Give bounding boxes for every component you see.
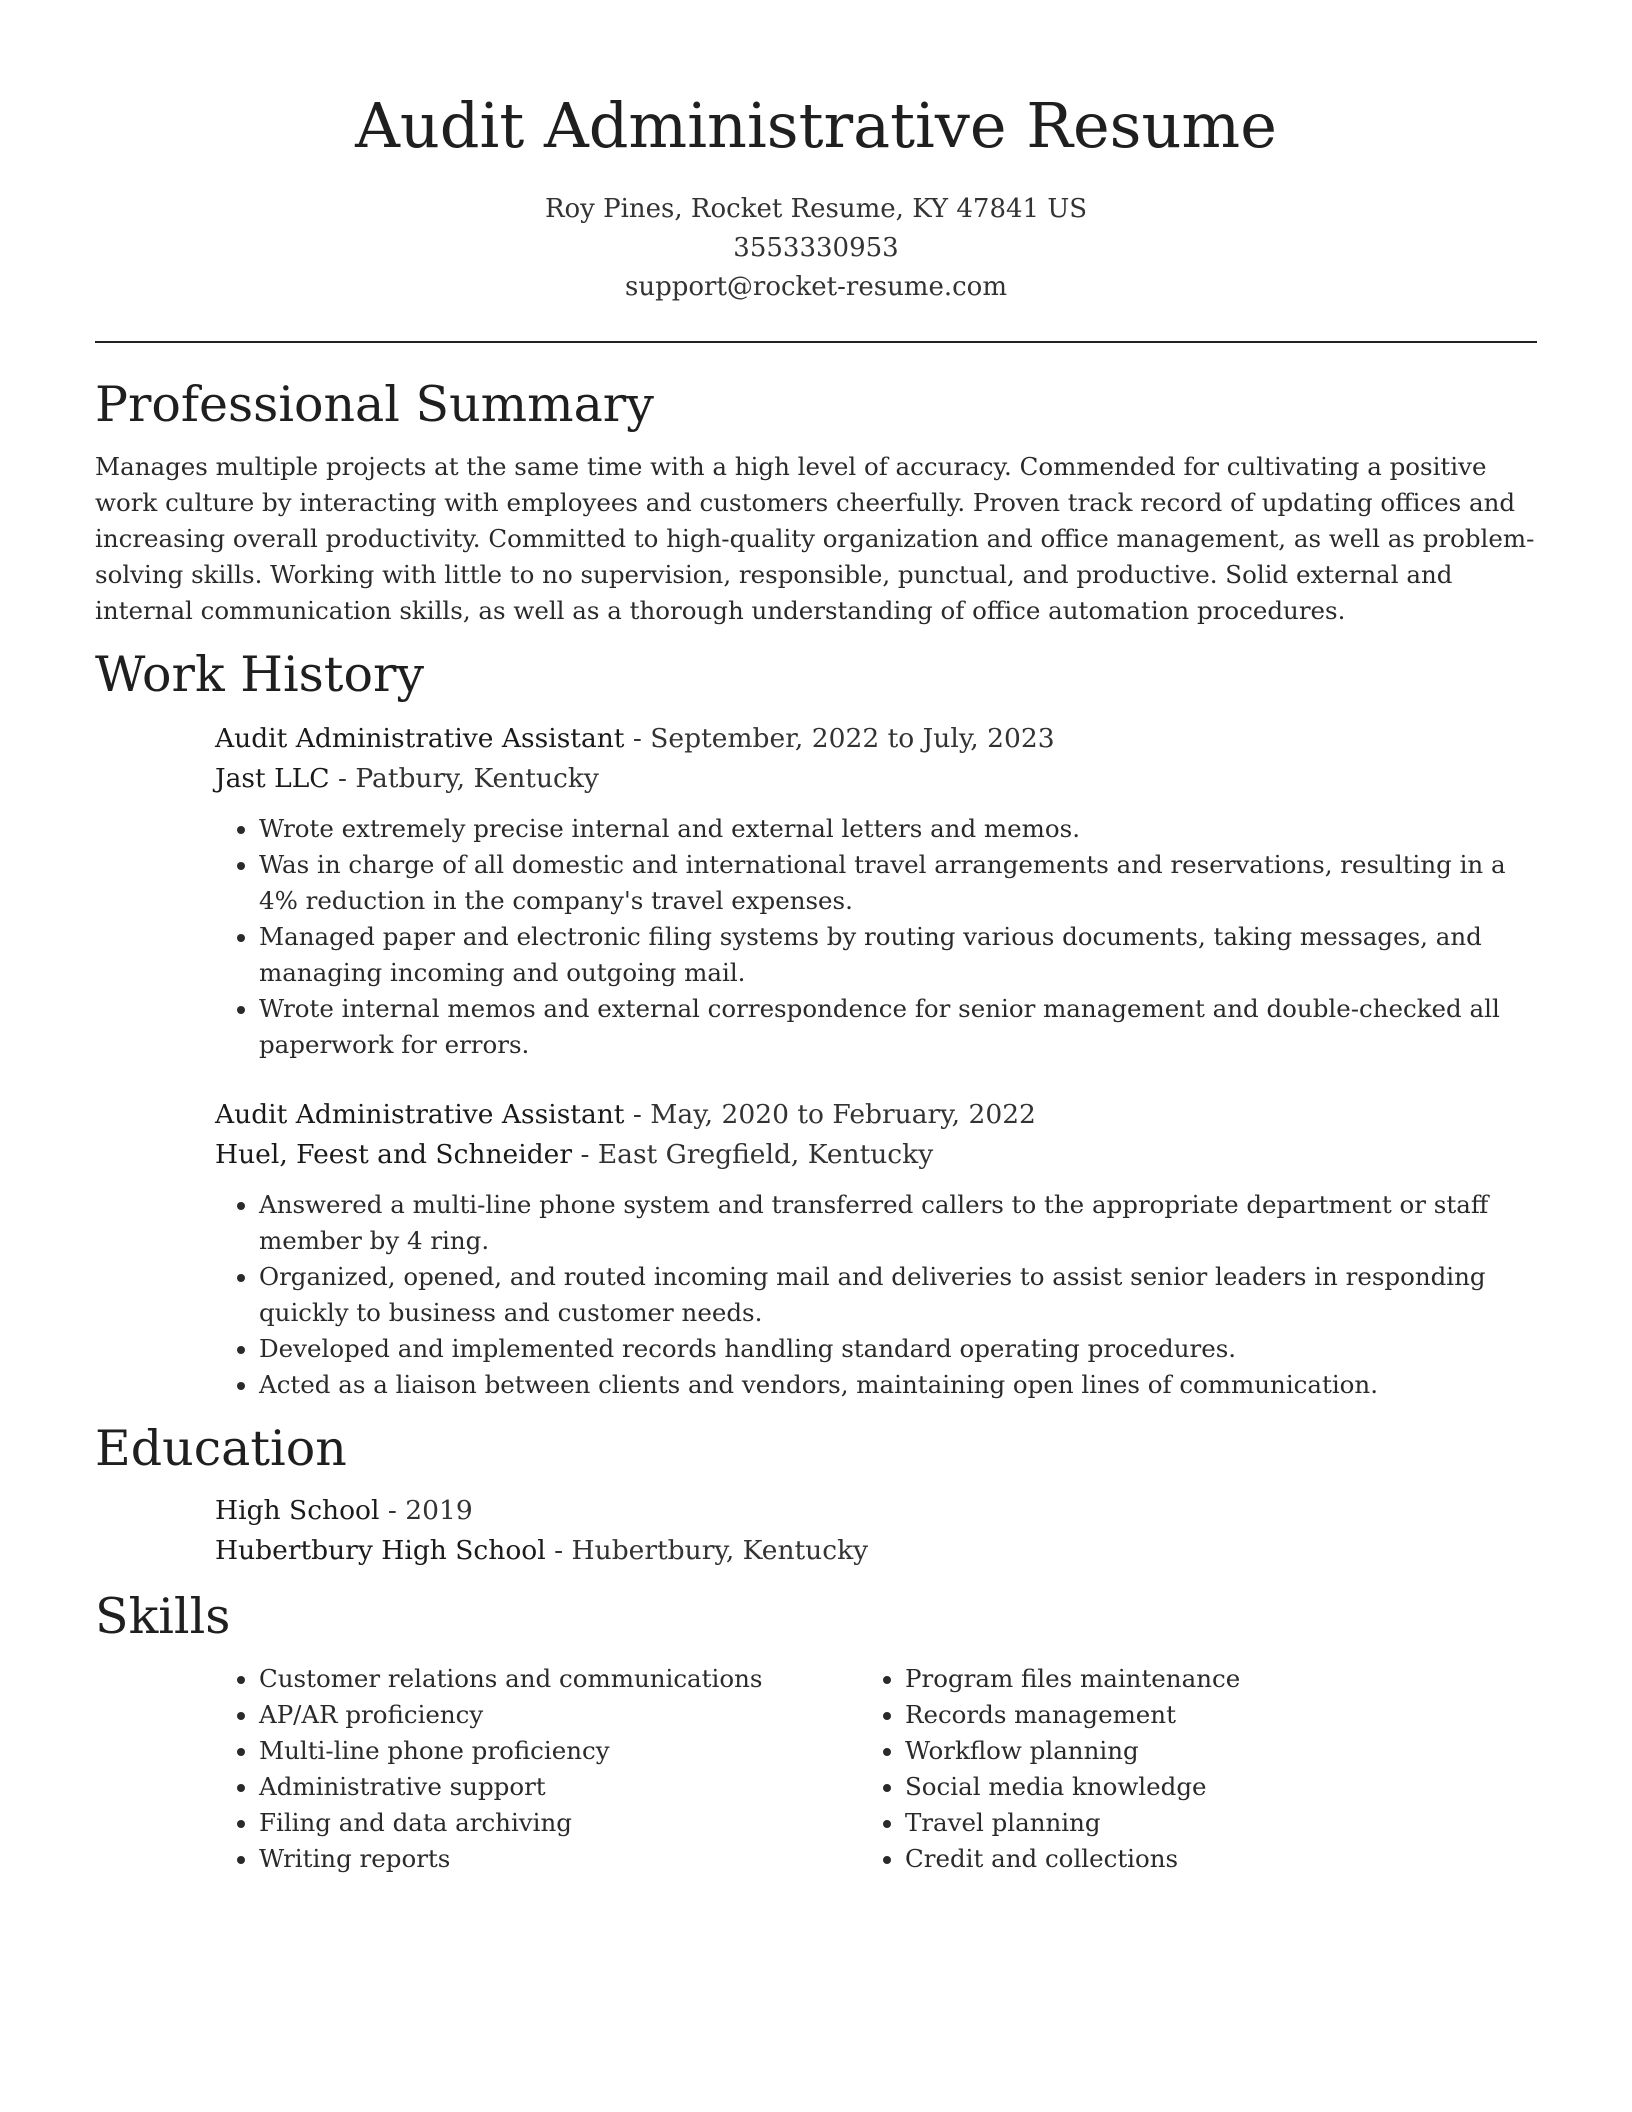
job-bullet: • Managed paper and electronic filing systems by routing various documents, taking messages, and managing incoming and outgoing mail.: [259, 919, 1537, 991]
summary-text: Manages multiple projects at the same time with a high level of accuracy. Commended for cultivating a positive work culture by interacting with employees and customers cheerfully. Proven track record of updating offices and increasing overall productivity. Committed to high-quality organization and office management, as well as problem-solving skills. Working with little to no supervision, responsible, punctual, and productive. Solid external and internal communication skills, as well as a thorough understanding of office automation procedures.: [95, 452, 1535, 625]
skills-column-right: [861, 1661, 1507, 1877]
skill-item: • Filing and data archiving: [259, 1805, 861, 1841]
education-location: - Hubertbury, Kentucky: [545, 1535, 869, 1566]
job-location: - East Gregfield, Kentucky: [572, 1139, 934, 1170]
job-dates: - September, 2022 to July, 2023: [624, 723, 1055, 754]
skills-list-right: [861, 1661, 1507, 1877]
skill-item: • Credit and collections: [905, 1841, 1507, 1877]
contact-address: Roy Pines, Rocket Resume, KY 47841 US: [544, 194, 1088, 224]
education-section: [95, 1417, 1537, 1571]
job-title: Audit Administrative Assistant: [215, 723, 625, 754]
skills-column-left: [215, 1661, 861, 1877]
skill-item: • Records management: [905, 1697, 1507, 1733]
job-entry: [215, 1095, 1537, 1403]
job-bullet: • Developed and implemented records handling standard operating procedures.: [259, 1331, 1537, 1367]
job-bullet: • Acted as a liaison between clients and vendors, maintaining open lines of communication.: [259, 1367, 1537, 1403]
work-history-section: [95, 643, 1537, 1403]
job-title-line: [215, 719, 1537, 759]
contact-email: support@rocket-resume.com: [624, 272, 1007, 302]
job-bullet: • Answered a multi-line phone system and transferred callers to the appropriate department or staff member by 4 ring.: [259, 1187, 1537, 1259]
job-title-line: [215, 1095, 1537, 1135]
skill-item: • Program files maintenance: [905, 1661, 1507, 1697]
contact-phone: 3553330953: [733, 233, 899, 263]
job-company: Huel, Feest and Schneider: [215, 1139, 573, 1170]
job-bullet: • Organized, opened, and routed incoming mail and deliveries to assist senior leaders in responding quickly to business and customer needs.: [259, 1259, 1537, 1331]
job-dates: - May, 2020 to February, 2022: [624, 1099, 1036, 1130]
education-heading: Education: [95, 1420, 347, 1477]
job-bullet: • Wrote extremely precise internal and external letters and memos.: [259, 811, 1537, 847]
job-location: - Patbury, Kentucky: [329, 763, 599, 794]
education-degree-line: [215, 1491, 1537, 1531]
skill-item: • Social media knowledge: [905, 1769, 1507, 1805]
job-bullets: [215, 1187, 1537, 1403]
skill-item: • Travel planning: [905, 1805, 1507, 1841]
job-bullet: • Was in charge of all domestic and international travel arrangements and reservations, resulting in a 4% reduction in the company's travel expenses.: [259, 847, 1537, 919]
education-school: Hubertbury High School: [215, 1535, 546, 1566]
skills-section: [95, 1585, 1537, 1877]
resume-header: [95, 0, 1537, 307]
skill-item: • Multi-line phone proficiency: [259, 1733, 861, 1769]
skill-item: • Customer relations and communications: [259, 1661, 861, 1697]
resume-title: Audit Administrative Resume: [355, 89, 1277, 162]
job-bullets: [215, 811, 1537, 1063]
job-entry: [215, 719, 1537, 1063]
header-divider: [95, 341, 1537, 343]
skill-item: • Administrative support: [259, 1769, 861, 1805]
skill-item: • AP/AR proficiency: [259, 1697, 861, 1733]
skill-item: • Writing reports: [259, 1841, 861, 1877]
job-bullet: • Wrote internal memos and external correspondence for senior management and double-checked all paperwork for errors.: [259, 991, 1537, 1063]
skills-grid: [215, 1661, 1537, 1877]
contact-info: [95, 190, 1537, 307]
job-company: Jast LLC: [215, 763, 330, 794]
job-company-line: [215, 759, 1537, 799]
skill-item: • Workflow planning: [905, 1733, 1507, 1769]
summary-section: [95, 373, 1537, 629]
education-entry: [215, 1491, 1537, 1571]
skills-heading: Skills: [95, 1588, 231, 1645]
job-company-line: [215, 1135, 1537, 1175]
education-degree: High School: [215, 1495, 380, 1526]
education-year: - 2019: [379, 1495, 473, 1526]
skills-list-left: [215, 1661, 861, 1877]
education-school-line: [215, 1531, 1537, 1571]
summary-heading: Professional Summary: [95, 376, 654, 433]
job-title: Audit Administrative Assistant: [215, 1099, 625, 1130]
work-history-heading: Work History: [95, 646, 425, 703]
